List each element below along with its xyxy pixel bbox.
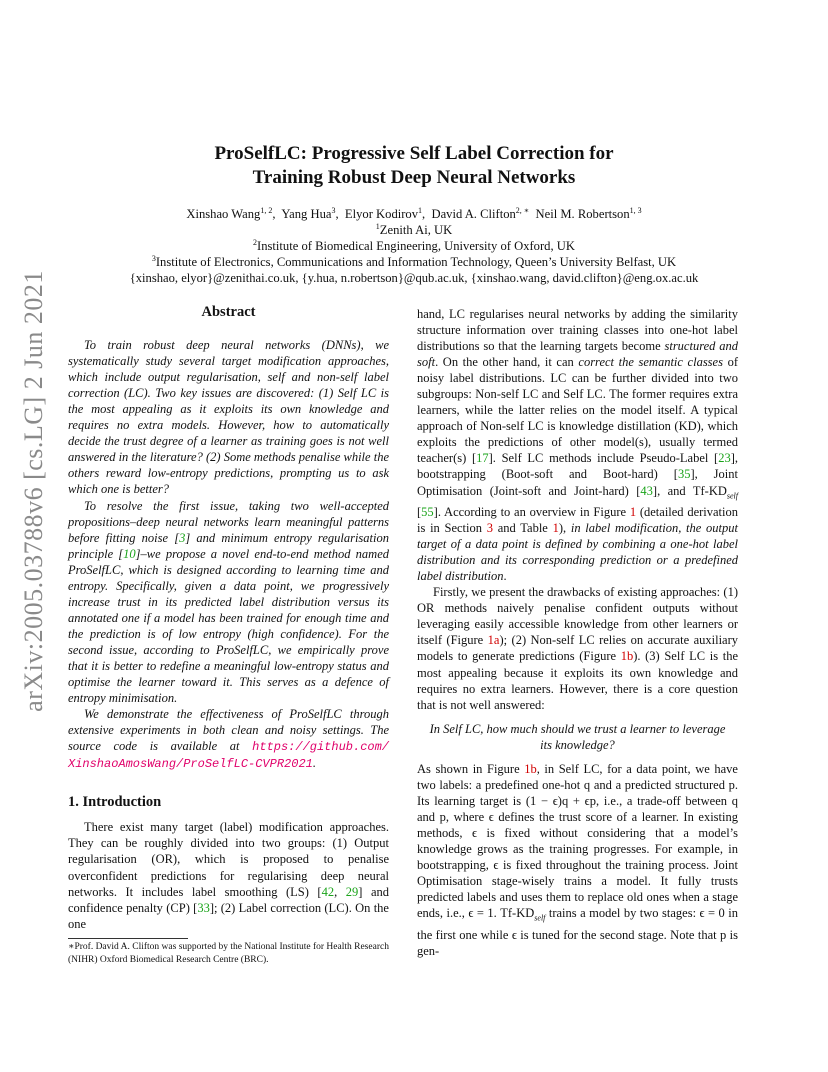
figure-link[interactable]: 1: [629, 505, 637, 520]
author-2: Yang Hua: [281, 207, 332, 221]
arxiv-sidebar: [14, 270, 54, 712]
left-column: [68, 304, 389, 932]
author-3-sup: 1: [418, 205, 423, 215]
affiliation-2: $^2$Institute of Biomedical Engineering, University of Oxford, UK: [253, 237, 575, 253]
section-link[interactable]: 3: [486, 521, 493, 536]
citation-link[interactable]: 43: [640, 483, 653, 498]
core-question: In Self LC, how much should we trust a learner to leverage its knowledge?: [429, 721, 726, 752]
citation-link[interactable]: 33: [197, 900, 210, 915]
title-line-1: ProSelfLC: Progressive Self Label Correction for: [214, 143, 614, 164]
citation-link[interactable]: 3: [179, 530, 186, 545]
author-5-sup: 1, 3: [629, 205, 642, 215]
author-emails: {xinshao, elyor}@zenithai.co.uk, {y.hua, n.robertson}@qub.ac.uk, {xinshao.wang, david.clifton}@eng.ox.ac.uk: [129, 271, 699, 285]
author-names: Xinshao Wang$^{1, 2}$, Yang Hua$^3$, Elyor Kodirov$^1$, David A. Clifton$^{2, ∗}$ Neil M. Robertson$^{1, 3}$: [186, 205, 642, 221]
abstract-paragraph-1: To train robust deep neural networks (DNNs), we systematically study several target modification approaches, which include output regularisation, self and non-self label correction (LC). Two key issues are discovered: (1) Self LC is the most appealing as it exploits its own knowledge and requires no extra models. However, how to automatically decide the trust degree of a learner as training goes is not well answered in the literature? (2) Some methods penalise while the others reward low-entropy predictions, prompting us to ask which one is better?: [68, 338, 389, 497]
citation-link[interactable]: 42: [321, 884, 335, 899]
citation-link[interactable]: 17: [476, 451, 489, 466]
intro-paragraph-1: There exist many target (label) modification approaches. They can be roughly divided into two groups: (1) Output regularisation (OR), which is proposed to penalise overconfident predictions for regularising deep neural networks. It includes label smoothing (LS) [42, 29] and confidence penalty (CP) [33]; (2) Label correction (LC). On the one: [68, 820, 389, 931]
figure-link[interactable]: 1b: [524, 761, 537, 776]
intro-paragraph-2: hand, LC regularises neural networks by adding the similarity structure information over training classes into one-hot label distributions so that the learning targets become structured and soft. On the other hand, it can correct the semantic classes of noisy label distributions. LC can be further divided into two subgroups: Non-self LC and Self LC. The former requires extra learners, while the latter relies on the model itself. A typical approach of Non-self LC is knowledge distillation (KD), which exploits the predictions of other model(s), usually termed teacher(s) [17]. Self LC methods include Pseudo-Label [23], bootstrapping (Boot-soft and Boot-hard) [35], Joint Optimisation (Joint-soft and Joint-hard) [43], and $Tf-KD_{self}$ [55]. According to an overview in Figure 1 (detailed derivation is in Section 3 and Table 1), in label modification, the output target of a data point is defined by combining a one-hot label distribution and its corresponding prediction or a predefined label distribution.: [417, 307, 739, 584]
intro-paragraph-3: Firstly, we present the drawbacks of existing approaches: (1) OR methods naively penalise confident outputs without leveraging easily accessible knowledge from other learners or itself (Figure 1a); (2) Non-self LC relies on accurate auxiliary models to generate predictions (Figure 1b). (3) Self LC is the most appealing because it exploits its own knowledge and requires no extra learners. However, there is a core question that is not well answered:: [417, 585, 739, 712]
title-line-2: Training Robust Deep Neural Networks: [252, 167, 576, 188]
figure-link[interactable]: 1a: [487, 633, 500, 648]
citation-link[interactable]: 23: [718, 451, 731, 466]
abstract-paragraph-2: To resolve the first issue, taking two well-accepted propositions–deep neural networks learn meaningful patterns before fitting noise [3] and minimum entropy regularisation principle [10]–we propose a novel end-to-end method named ProSelfLC, which is designed according to learning time and entropy. Specifically, given a data point, we progressively increase trust in its predicted label distribution versus its annotated one if a model has been trained for enough time and the prediction is of low entropy (high confidence). For the second issue, according to ProSelfLC, we empirically prove that it is better to redefine a meaningful low-entropy status and optimise the learner toward it. This serves as a defence of entropy minimisation.: [68, 498, 389, 706]
introduction-heading: 1. Introduction: [68, 794, 162, 811]
paper-title: [0, 142, 828, 190]
author-4: David A. Clifton: [431, 207, 516, 221]
author-block: [0, 206, 828, 286]
right-column: [417, 306, 738, 959]
author-3: Elyor Kodirov: [344, 207, 419, 221]
citation-link[interactable]: 29: [345, 884, 359, 899]
citation-link[interactable]: 55: [421, 505, 434, 520]
footnote: ∗Prof. David A. Clifton was supported by the National Institute for Health Research (NIHR) Oxford Biomedical Research Centre (BRC).: [68, 942, 389, 965]
author-5: Neil M. Robertson: [535, 207, 630, 221]
affiliation-3: $^3$Institute of Electronics, Communications and Information Technology, Queen’s University Belfast, UK: [151, 253, 677, 269]
affiliation-1: $^1$Zenith Ai, UK: [375, 221, 453, 237]
arxiv-id: arXiv:2005.03788v6 [cs.LG] 2 Jun 2021: [19, 270, 48, 712]
abstract-paragraph-3: We demonstrate the effectiveness of ProSelfLC through extensive experiments in both clean and noisy settings. The source code is available at https://github.com/ XinshaoAmosWang/ProSelfLC-CVPR2021.: [68, 707, 389, 772]
footnote-rule: [68, 938, 188, 939]
table-link[interactable]: 1: [552, 521, 559, 536]
author-1-sup: 1, 2: [260, 205, 273, 215]
source-code-link[interactable]: https://github.com/: [252, 740, 389, 755]
source-code-link-cont[interactable]: XinshaoAmosWang/ProSelfLC-CVPR2021: [68, 757, 313, 772]
author-4-sup: 2, ∗: [515, 205, 530, 215]
abstract-heading: Abstract: [201, 304, 256, 320]
intro-paragraph-4: As shown in Figure 1b, in Self LC, for a data point, we have two labels: a predefined one-hot q and a predicted structured p. Its learning target is (1 − ϵ)q + ϵp, i.e., a trade-off between q and p, where ϵ defines the trust score of a learner. In existing methods, ϵ is fixed without considering that a model’s knowledge grows as the training progresses. For example, in bootstrapping, ϵ is fixed throughout the training process. Joint Optimisation stage-wisely trains a model. It fully trusts predicted labels and uses them to replace old ones when a stage ends, i.e., ϵ = 1. $Tf-KD_{self}$ trains a model by two stages: ϵ = 0 in the first one while ϵ is tuned for the second stage. Note that p is gen-: [417, 761, 738, 958]
author-1: Xinshao Wang: [186, 207, 261, 221]
citation-link[interactable]: 35: [677, 467, 691, 482]
figure-link[interactable]: 1b: [620, 649, 634, 664]
author-2-sup: 3: [331, 205, 336, 215]
citation-link[interactable]: 10: [123, 546, 136, 561]
